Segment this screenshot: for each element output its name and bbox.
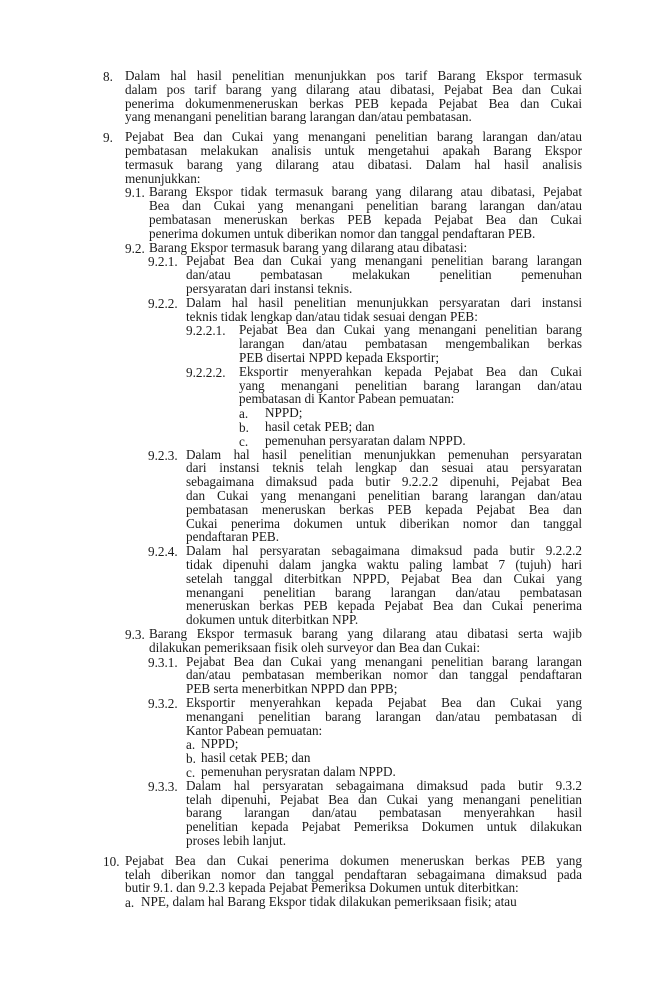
list-item-number: 9.2.2. xyxy=(148,295,178,311)
text-line: NPE, dalam hal Barang Ekspor tidak dilakukan pemeriksaan fisik; atau xyxy=(141,894,517,910)
list-item-number: 9.2. xyxy=(125,240,145,256)
list-item-number: 9.3.1. xyxy=(148,654,178,670)
list-item-number: 9.3. xyxy=(125,627,145,642)
text-line: NPPD; xyxy=(201,736,239,752)
list-item-number: 9.2.4. xyxy=(148,544,178,560)
list-item-number: a. xyxy=(125,895,135,911)
text-line: Dalam hal hasil penelitian menunjukkan persyaratan dari instansi xyxy=(186,294,582,310)
text-line: persyaratan dari instansi teknis. xyxy=(186,280,353,296)
text-line: teknis tidak lengkap dan/atau tidak sesuai dengan PEB: xyxy=(186,308,478,324)
text-line: termasuk barang yang dilarang atau dibatasi. Dalam hal hasil analisis xyxy=(125,156,582,172)
text-line: NPPD; xyxy=(265,405,303,421)
text-line: Pejabat Bea dan Cukai yang menangani penelitian barang xyxy=(239,322,582,338)
list-item-number: 9.2.1. xyxy=(148,254,178,270)
list-item-number: 10. xyxy=(103,853,120,869)
list-item-number: 9. xyxy=(103,130,113,146)
list-item-number: 9.1. xyxy=(125,185,145,201)
text-line: larangan dan/atau pembatasan mengembalikan berkas xyxy=(239,336,582,352)
list-item-number: c. xyxy=(239,433,249,449)
text-line: Dalam hal hasil penelitian menunjukkan pos tarif Barang Ekspor termasuk xyxy=(125,68,582,83)
text-line: telah diberikan nomor dan tanggal pendaftaran sebagaimana dimaksud pada xyxy=(125,866,582,882)
list-item-number: a. xyxy=(186,737,196,753)
text-line: pembatasan meneruskan berkas PEB kepada Pejabat Bea dan Cukai xyxy=(149,211,582,227)
text-line: proses lebih lanjut. xyxy=(186,832,286,848)
list-item-number: 9.2.2.2. xyxy=(186,364,226,380)
text-line: menunjukkan: xyxy=(125,170,201,186)
list-item-number: 9.2.3. xyxy=(148,447,178,463)
text-line: dilakukan pemeriksaan fisik oleh surveyor dan Bea dan Cukai: xyxy=(149,639,481,655)
text-line: yang menangani penelitian barang larangan dan/atau xyxy=(239,377,582,393)
text-line: dari instansi teknis telah lengkap dan sesuai atau persyaratan xyxy=(186,460,582,476)
text-line: butir 9.1. dan 9.2.3 kepada Pejabat Pemeriksa Dokumen untuk diterbitkan: xyxy=(125,880,519,896)
text-line: Eksportir menyerahkan kepada Pejabat Bea dan Cukai yang xyxy=(186,695,582,710)
text-line: hasil cetak PEB; dan xyxy=(201,750,311,766)
text-line: Dalam hal persyaratan sebagaimana dimaksud pada butir 9.2.2.2 xyxy=(186,543,582,559)
text-line: hasil cetak PEB; dan xyxy=(265,419,375,434)
list-item-number: c. xyxy=(186,765,196,780)
text-line: dalam pos tarif barang yang dilarang atau dibatasi, Pejabat Bea dan Cukai xyxy=(125,81,582,97)
text-line: Eksportir menyerahkan kepada Pejabat Bea dan Cukai xyxy=(239,363,582,379)
text-line: Bea dan Cukai yang menangani penelitian barang larangan dan/atau xyxy=(149,198,582,214)
text-line: dan/atau pembatasan melakukan penelitian pemenuhan xyxy=(186,267,582,283)
text-line: Pejabat Bea dan Cukai yang menangani penelitian barang larangan xyxy=(186,253,582,269)
text-line: menangani penelitian barang larangan dan/atau pembatasan xyxy=(186,584,582,600)
text-line: Cukai penerima dokumen untuk diberikan nomor dan tanggal xyxy=(186,515,582,531)
text-line: Dalam hal hasil penelitian menunjukkan pemenuhan persyaratan xyxy=(186,446,582,462)
list-item-number: 9.2.2.1. xyxy=(186,323,226,339)
list-item-number: b. xyxy=(186,751,196,767)
text-line: pendaftaran PEB. xyxy=(186,529,280,545)
text-line: dan Cukai yang menangani penelitian barang larangan dan/atau xyxy=(186,487,582,503)
text-line: dan/atau pembatasan memberikan nomor dan tanggal pendaftaran xyxy=(186,667,582,683)
text-line: Barang Ekspor termasuk barang yang dilarang atau dibatasi: xyxy=(149,239,468,255)
text-line: meneruskan berkas PEB kepada Pejabat Bea dan Cukai penerima xyxy=(186,598,582,614)
text-line: penerima dokumen untuk diberikan nomor dan tanggal pendaftaran PEB. xyxy=(149,225,536,241)
text-line: tidak dipenuhi dalam jangka waktu paling lambat 7 (tujuh) hari xyxy=(186,556,582,572)
text-line: menangani penelitian barang larangan dan/atau pembatasan di xyxy=(186,708,582,724)
text-line: Pejabat Bea dan Cukai yang menangani penelitian barang larangan xyxy=(186,653,582,669)
text-line: pembatasan melakukan analisis untuk mengetahui apakah Barang Ekspor xyxy=(125,142,582,158)
text-line: penerima dokumenmeneruskan berkas PEB kepada Pejabat Bea dan Cukai xyxy=(125,95,582,111)
text-line: pembatasan meneruskan berkas PEB kepada Pejabat Bea dan xyxy=(186,501,582,517)
text-line: PEB disertai NPPD kepada Eksportir; xyxy=(239,349,439,365)
text-line: yang menangani penelitian barang larangan dan/atau pembatasan. xyxy=(125,109,472,125)
text-line: dokumen untuk diterbitkan NPP. xyxy=(186,612,359,628)
text-line: setelah tanggal diterbitkan NPPD, Pejabat Bea dan Cukai yang xyxy=(186,570,582,586)
text-line: pembatasan di Kantor Pabean pemuatan: xyxy=(239,391,455,407)
list-item-number: 9.3.3. xyxy=(148,778,178,794)
text-line: Barang Ekspor termasuk barang yang dilarang atau dibatasi serta wajib xyxy=(149,626,582,641)
text-line: pemenuhan perysratan dalam NPPD. xyxy=(201,764,396,779)
text-line: PEB serta menerbitkan NPPD dan PPB; xyxy=(186,681,398,697)
list-item-number: a. xyxy=(239,406,249,422)
text-line: Dalam hal persyaratan sebagaimana dimaksud pada butir 9.3.2 xyxy=(186,777,582,793)
list-item-number: b. xyxy=(239,420,249,435)
text-line: Pejabat Bea dan Cukai yang menangani penelitian barang larangan dan/atau xyxy=(125,129,582,145)
text-line: pemenuhan persyaratan dalam NPPD. xyxy=(265,432,466,448)
text-line: telah dipenuhi, Pejabat Bea dan Cukai yang menangani penelitian xyxy=(186,791,582,807)
text-line: Pejabat Bea dan Cukai penerima dokumen meneruskan berkas PEB yang xyxy=(125,852,582,868)
list-item-number: 8. xyxy=(103,69,113,84)
list-item-number: 9.3.2. xyxy=(148,696,178,711)
text-line: Kantor Pabean pemuatan: xyxy=(186,722,323,738)
text-line: sebagaimana dimaksud pada butir 9.2.2.2 dipenuhi, Pejabat Bea xyxy=(186,474,582,490)
text-line: penelitian kepada Pejabat Pemeriksa Dokumen untuk dilakukan xyxy=(186,819,582,835)
text-line: Barang Ekspor tidak termasuk barang yang dilarang atau dibatasi, Pejabat xyxy=(149,184,582,200)
text-line: barang larangan dan/atau pembatasan menyerahkan hasil xyxy=(186,805,582,821)
